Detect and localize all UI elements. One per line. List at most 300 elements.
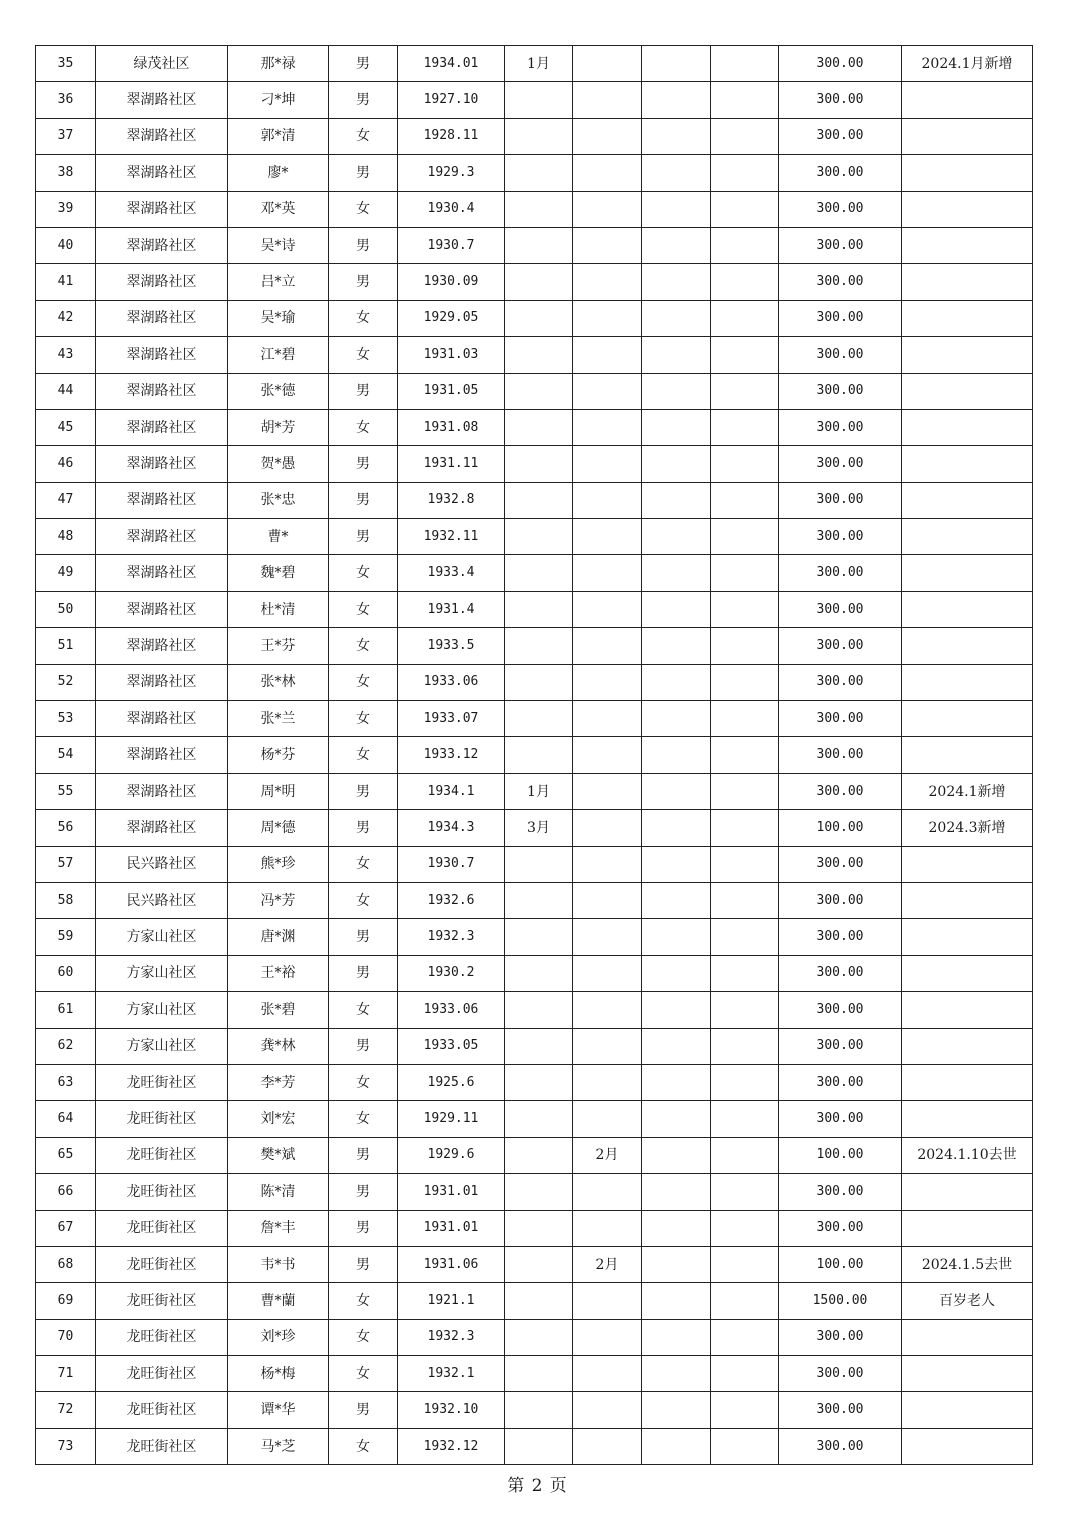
removed-month-cell: 2月	[573, 1137, 642, 1173]
extra-cell-2	[711, 810, 779, 846]
remark-cell	[902, 1174, 1033, 1210]
extra-cell-1	[642, 1283, 711, 1319]
name-cell: 韦*书	[228, 1246, 329, 1282]
extra-cell-2	[711, 409, 779, 445]
remark-cell: 2024.1.10去世	[902, 1137, 1033, 1173]
community-cell: 民兴路社区	[96, 882, 228, 918]
name-cell: 熊*珍	[228, 846, 329, 882]
name-cell: 魏*碧	[228, 555, 329, 591]
community-cell: 翠湖路社区	[96, 810, 228, 846]
extra-cell-1	[642, 591, 711, 627]
amount-cell: 300.00	[779, 227, 902, 263]
name-cell: 那*禄	[228, 46, 329, 82]
amount-cell: 300.00	[779, 846, 902, 882]
added-month-cell	[505, 1428, 573, 1464]
extra-cell-1	[642, 337, 711, 373]
extra-cell-2	[711, 773, 779, 809]
table-row	[36, 1064, 1033, 1100]
extra-cell-1	[642, 519, 711, 555]
added-month-cell	[505, 409, 573, 445]
row-number-cell: 55	[36, 773, 96, 809]
row-number-cell: 50	[36, 591, 96, 627]
row-number-cell: 70	[36, 1319, 96, 1355]
row-number-cell: 57	[36, 846, 96, 882]
remark-cell	[902, 664, 1033, 700]
removed-month-cell	[573, 992, 642, 1028]
added-month-cell	[505, 264, 573, 300]
table-row	[36, 446, 1033, 482]
table-row	[36, 591, 1033, 627]
community-cell: 翠湖路社区	[96, 300, 228, 336]
community-cell: 翠湖路社区	[96, 773, 228, 809]
name-cell: 刘*珍	[228, 1319, 329, 1355]
table-row	[36, 118, 1033, 154]
extra-cell-1	[642, 1246, 711, 1282]
name-cell: 张*德	[228, 373, 329, 409]
amount-cell: 300.00	[779, 701, 902, 737]
gender-cell: 女	[329, 882, 398, 918]
birth-date-cell: 1931.11	[398, 446, 505, 482]
community-cell: 方家山社区	[96, 1028, 228, 1064]
row-number-cell: 58	[36, 882, 96, 918]
extra-cell-2	[711, 919, 779, 955]
gender-cell: 男	[329, 373, 398, 409]
community-cell: 翠湖路社区	[96, 446, 228, 482]
table-row	[36, 701, 1033, 737]
removed-month-cell	[573, 482, 642, 518]
amount-cell: 300.00	[779, 1101, 902, 1137]
elderly-subsidy-table	[35, 45, 1033, 1465]
amount-cell: 1500.00	[779, 1283, 902, 1319]
name-cell: 刘*宏	[228, 1101, 329, 1137]
extra-cell-2	[711, 955, 779, 991]
name-cell: 王*芬	[228, 628, 329, 664]
gender-cell: 女	[329, 118, 398, 154]
name-cell: 周*明	[228, 773, 329, 809]
birth-date-cell: 1921.1	[398, 1283, 505, 1319]
row-number-cell: 69	[36, 1283, 96, 1319]
extra-cell-2	[711, 882, 779, 918]
birth-date-cell: 1932.6	[398, 882, 505, 918]
extra-cell-2	[711, 1356, 779, 1392]
extra-cell-2	[711, 482, 779, 518]
removed-month-cell	[573, 1319, 642, 1355]
removed-month-cell	[573, 1428, 642, 1464]
gender-cell: 女	[329, 555, 398, 591]
removed-month-cell	[573, 373, 642, 409]
table-row	[36, 1174, 1033, 1210]
gender-cell: 女	[329, 1319, 398, 1355]
table-row	[36, 992, 1033, 1028]
birth-date-cell: 1929.3	[398, 155, 505, 191]
gender-cell: 男	[329, 1392, 398, 1428]
gender-cell: 女	[329, 1283, 398, 1319]
removed-month-cell	[573, 882, 642, 918]
remark-cell	[902, 628, 1033, 664]
extra-cell-1	[642, 846, 711, 882]
birth-date-cell: 1933.5	[398, 628, 505, 664]
table-row	[36, 1356, 1033, 1392]
gender-cell: 女	[329, 337, 398, 373]
removed-month-cell	[573, 46, 642, 82]
table-body	[36, 46, 1033, 1465]
remark-cell	[902, 155, 1033, 191]
amount-cell: 100.00	[779, 1137, 902, 1173]
remark-cell	[902, 300, 1033, 336]
added-month-cell	[505, 1101, 573, 1137]
row-number-cell: 71	[36, 1356, 96, 1392]
added-month-cell	[505, 519, 573, 555]
gender-cell: 女	[329, 701, 398, 737]
remark-cell: 2024.1月新增	[902, 46, 1033, 82]
extra-cell-1	[642, 664, 711, 700]
added-month-cell	[505, 628, 573, 664]
row-number-cell: 48	[36, 519, 96, 555]
birth-date-cell: 1932.12	[398, 1428, 505, 1464]
community-cell: 方家山社区	[96, 919, 228, 955]
birth-date-cell: 1931.01	[398, 1174, 505, 1210]
remark-cell	[902, 264, 1033, 300]
remark-cell: 2024.1新增	[902, 773, 1033, 809]
birth-date-cell: 1932.8	[398, 482, 505, 518]
community-cell: 翠湖路社区	[96, 118, 228, 154]
extra-cell-1	[642, 1356, 711, 1392]
community-cell: 方家山社区	[96, 955, 228, 991]
added-month-cell	[505, 955, 573, 991]
table-row	[36, 191, 1033, 227]
extra-cell-2	[711, 191, 779, 227]
row-number-cell: 49	[36, 555, 96, 591]
amount-cell: 300.00	[779, 155, 902, 191]
extra-cell-1	[642, 882, 711, 918]
row-number-cell: 64	[36, 1101, 96, 1137]
name-cell: 马*芝	[228, 1428, 329, 1464]
row-number-cell: 60	[36, 955, 96, 991]
remark-cell: 2024.1.5去世	[902, 1246, 1033, 1282]
removed-month-cell	[573, 701, 642, 737]
added-month-cell	[505, 1356, 573, 1392]
community-cell: 翠湖路社区	[96, 519, 228, 555]
table-row	[36, 1283, 1033, 1319]
amount-cell: 300.00	[779, 555, 902, 591]
table-row	[36, 1028, 1033, 1064]
gender-cell: 女	[329, 737, 398, 773]
community-cell: 龙旺街社区	[96, 1246, 228, 1282]
removed-month-cell	[573, 846, 642, 882]
gender-cell: 男	[329, 919, 398, 955]
amount-cell: 300.00	[779, 664, 902, 700]
extra-cell-2	[711, 264, 779, 300]
amount-cell: 300.00	[779, 882, 902, 918]
table-row	[36, 373, 1033, 409]
removed-month-cell	[573, 155, 642, 191]
extra-cell-1	[642, 1174, 711, 1210]
community-cell: 龙旺街社区	[96, 1392, 228, 1428]
amount-cell: 300.00	[779, 628, 902, 664]
row-number-cell: 65	[36, 1137, 96, 1173]
birth-date-cell: 1933.06	[398, 992, 505, 1028]
gender-cell: 男	[329, 773, 398, 809]
extra-cell-1	[642, 1392, 711, 1428]
amount-cell: 300.00	[779, 955, 902, 991]
row-number-cell: 63	[36, 1064, 96, 1100]
community-cell: 翠湖路社区	[96, 373, 228, 409]
table-row	[36, 628, 1033, 664]
amount-cell: 300.00	[779, 1392, 902, 1428]
remark-cell	[902, 446, 1033, 482]
added-month-cell	[505, 701, 573, 737]
removed-month-cell	[573, 1283, 642, 1319]
added-month-cell	[505, 446, 573, 482]
extra-cell-2	[711, 1101, 779, 1137]
gender-cell: 男	[329, 82, 398, 118]
table-row	[36, 155, 1033, 191]
community-cell: 龙旺街社区	[96, 1319, 228, 1355]
amount-cell: 300.00	[779, 191, 902, 227]
table-row	[36, 846, 1033, 882]
extra-cell-2	[711, 227, 779, 263]
birth-date-cell: 1933.4	[398, 555, 505, 591]
amount-cell: 300.00	[779, 373, 902, 409]
added-month-cell	[505, 1319, 573, 1355]
added-month-cell	[505, 1283, 573, 1319]
birth-date-cell: 1930.09	[398, 264, 505, 300]
birth-date-cell: 1933.12	[398, 737, 505, 773]
table-row	[36, 1246, 1033, 1282]
added-month-cell	[505, 992, 573, 1028]
extra-cell-2	[711, 591, 779, 627]
community-cell: 民兴路社区	[96, 846, 228, 882]
birth-date-cell: 1932.3	[398, 919, 505, 955]
row-number-cell: 52	[36, 664, 96, 700]
removed-month-cell	[573, 118, 642, 154]
name-cell: 谭*华	[228, 1392, 329, 1428]
extra-cell-2	[711, 664, 779, 700]
row-number-cell: 61	[36, 992, 96, 1028]
removed-month-cell	[573, 227, 642, 263]
community-cell: 龙旺街社区	[96, 1174, 228, 1210]
name-cell: 张*碧	[228, 992, 329, 1028]
added-month-cell	[505, 1392, 573, 1428]
extra-cell-2	[711, 337, 779, 373]
added-month-cell	[505, 664, 573, 700]
removed-month-cell	[573, 1392, 642, 1428]
amount-cell: 300.00	[779, 1064, 902, 1100]
added-month-cell	[505, 300, 573, 336]
remark-cell	[902, 1356, 1033, 1392]
name-cell: 廖*	[228, 155, 329, 191]
table-row	[36, 919, 1033, 955]
amount-cell: 300.00	[779, 264, 902, 300]
remark-cell	[902, 373, 1033, 409]
amount-cell: 100.00	[779, 1246, 902, 1282]
name-cell: 詹*丰	[228, 1210, 329, 1246]
name-cell: 刁*坤	[228, 82, 329, 118]
amount-cell: 300.00	[779, 992, 902, 1028]
gender-cell: 女	[329, 1356, 398, 1392]
birth-date-cell: 1931.4	[398, 591, 505, 627]
removed-month-cell	[573, 810, 642, 846]
remark-cell	[902, 555, 1033, 591]
table-row	[36, 1137, 1033, 1173]
remark-cell	[902, 409, 1033, 445]
amount-cell: 300.00	[779, 919, 902, 955]
community-cell: 翠湖路社区	[96, 155, 228, 191]
removed-month-cell	[573, 1101, 642, 1137]
row-number-cell: 67	[36, 1210, 96, 1246]
community-cell: 龙旺街社区	[96, 1283, 228, 1319]
added-month-cell	[505, 155, 573, 191]
birth-date-cell: 1930.7	[398, 227, 505, 263]
extra-cell-1	[642, 701, 711, 737]
table-row	[36, 555, 1033, 591]
remark-cell	[902, 846, 1033, 882]
extra-cell-1	[642, 373, 711, 409]
community-cell: 翠湖路社区	[96, 664, 228, 700]
community-cell: 龙旺街社区	[96, 1210, 228, 1246]
extra-cell-1	[642, 300, 711, 336]
community-cell: 翠湖路社区	[96, 264, 228, 300]
extra-cell-1	[642, 810, 711, 846]
added-month-cell	[505, 1028, 573, 1064]
extra-cell-2	[711, 1137, 779, 1173]
table-row	[36, 1210, 1033, 1246]
name-cell: 张*兰	[228, 701, 329, 737]
extra-cell-2	[711, 1174, 779, 1210]
gender-cell: 男	[329, 955, 398, 991]
gender-cell: 女	[329, 1064, 398, 1100]
gender-cell: 女	[329, 409, 398, 445]
amount-cell: 300.00	[779, 773, 902, 809]
extra-cell-2	[711, 1210, 779, 1246]
table-row	[36, 82, 1033, 118]
extra-cell-2	[711, 628, 779, 664]
remark-cell	[902, 1319, 1033, 1355]
gender-cell: 男	[329, 46, 398, 82]
table-row	[36, 227, 1033, 263]
table-row	[36, 955, 1033, 991]
added-month-cell	[505, 82, 573, 118]
removed-month-cell	[573, 919, 642, 955]
row-number-cell: 68	[36, 1246, 96, 1282]
removed-month-cell: 2月	[573, 1246, 642, 1282]
name-cell: 曹*	[228, 519, 329, 555]
row-number-cell: 45	[36, 409, 96, 445]
amount-cell: 300.00	[779, 300, 902, 336]
removed-month-cell	[573, 519, 642, 555]
gender-cell: 男	[329, 1210, 398, 1246]
birth-date-cell: 1932.11	[398, 519, 505, 555]
name-cell: 李*芳	[228, 1064, 329, 1100]
extra-cell-2	[711, 737, 779, 773]
remark-cell	[902, 992, 1033, 1028]
amount-cell: 100.00	[779, 810, 902, 846]
table-row	[36, 1101, 1033, 1137]
name-cell: 邓*英	[228, 191, 329, 227]
row-number-cell: 56	[36, 810, 96, 846]
community-cell: 绿茂社区	[96, 46, 228, 82]
gender-cell: 女	[329, 992, 398, 1028]
birth-date-cell: 1928.11	[398, 118, 505, 154]
community-cell: 翠湖路社区	[96, 409, 228, 445]
birth-date-cell: 1931.05	[398, 373, 505, 409]
gender-cell: 男	[329, 264, 398, 300]
extra-cell-2	[711, 1283, 779, 1319]
extra-cell-1	[642, 955, 711, 991]
remark-cell	[902, 337, 1033, 373]
remark-cell	[902, 591, 1033, 627]
table-row	[36, 46, 1033, 82]
added-month-cell	[505, 1210, 573, 1246]
added-month-cell	[505, 373, 573, 409]
row-number-cell: 36	[36, 82, 96, 118]
remark-cell	[902, 1210, 1033, 1246]
extra-cell-1	[642, 264, 711, 300]
added-month-cell	[505, 482, 573, 518]
extra-cell-2	[711, 300, 779, 336]
table-row	[36, 1428, 1033, 1464]
birth-date-cell: 1934.1	[398, 773, 505, 809]
gender-cell: 女	[329, 664, 398, 700]
name-cell: 江*碧	[228, 337, 329, 373]
remark-cell	[902, 882, 1033, 918]
table-row	[36, 264, 1033, 300]
row-number-cell: 42	[36, 300, 96, 336]
removed-month-cell	[573, 82, 642, 118]
name-cell: 郭*清	[228, 118, 329, 154]
name-cell: 杜*清	[228, 591, 329, 627]
table-row	[36, 882, 1033, 918]
birth-date-cell: 1932.3	[398, 1319, 505, 1355]
extra-cell-1	[642, 227, 711, 263]
row-number-cell: 38	[36, 155, 96, 191]
birth-date-cell: 1931.03	[398, 337, 505, 373]
extra-cell-1	[642, 773, 711, 809]
community-cell: 龙旺街社区	[96, 1356, 228, 1392]
row-number-cell: 46	[36, 446, 96, 482]
amount-cell: 300.00	[779, 118, 902, 154]
remark-cell: 百岁老人	[902, 1283, 1033, 1319]
birth-date-cell: 1933.06	[398, 664, 505, 700]
extra-cell-1	[642, 1319, 711, 1355]
row-number-cell: 44	[36, 373, 96, 409]
removed-month-cell	[573, 1174, 642, 1210]
extra-cell-1	[642, 409, 711, 445]
table-row	[36, 664, 1033, 700]
birth-date-cell: 1930.4	[398, 191, 505, 227]
community-cell: 翠湖路社区	[96, 337, 228, 373]
amount-cell: 300.00	[779, 737, 902, 773]
amount-cell: 300.00	[779, 409, 902, 445]
removed-month-cell	[573, 773, 642, 809]
extra-cell-1	[642, 1137, 711, 1173]
removed-month-cell	[573, 555, 642, 591]
birth-date-cell: 1932.1	[398, 1356, 505, 1392]
added-month-cell	[505, 737, 573, 773]
extra-cell-2	[711, 555, 779, 591]
extra-cell-2	[711, 1428, 779, 1464]
remark-cell	[902, 227, 1033, 263]
remark-cell	[902, 519, 1033, 555]
birth-date-cell: 1927.10	[398, 82, 505, 118]
extra-cell-2	[711, 1028, 779, 1064]
row-number-cell: 72	[36, 1392, 96, 1428]
extra-cell-1	[642, 446, 711, 482]
birth-date-cell: 1933.05	[398, 1028, 505, 1064]
table-row	[36, 1392, 1033, 1428]
removed-month-cell	[573, 628, 642, 664]
remark-cell	[902, 919, 1033, 955]
